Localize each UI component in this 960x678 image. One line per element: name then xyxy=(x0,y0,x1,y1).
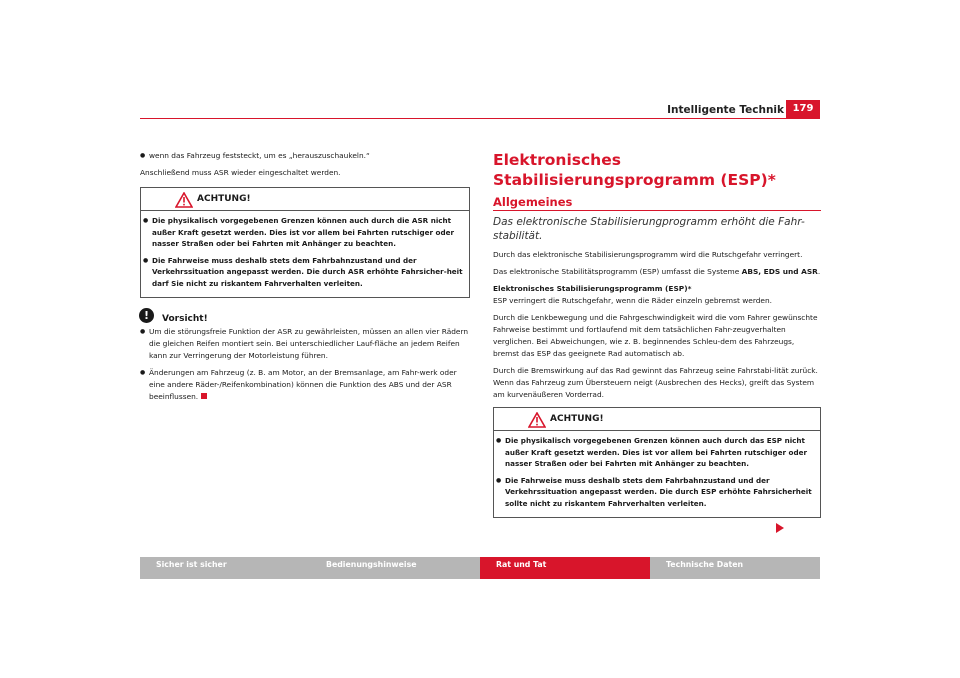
caution-icon: ! xyxy=(139,308,154,323)
paragraph: Anschließend muss ASR wieder eingeschaltet werden. xyxy=(140,168,341,177)
warning-body xyxy=(494,430,820,517)
continue-arrow-icon[interactable] xyxy=(776,523,784,533)
page-number: 179 xyxy=(786,100,820,118)
warning-bullet: ● Die physikalisch vorgegebenen Grenzen können auch durch das ESP nicht außer Kraft gesetzt werden. Dies ist vor allem bei Fahrten rutschiger oder nasser Straßen oder bei Fahrten mit Anhänger zu beachten. xyxy=(496,435,816,470)
subsection-title: Allgemeines xyxy=(493,195,573,209)
right-column xyxy=(493,150,821,528)
tab-sicher-ist-sicher[interactable]: Sicher ist sicher xyxy=(140,557,310,579)
paragraph xyxy=(493,266,821,278)
caution-bullet: ● Um die störungsfreie Funktion der ASR zu gewährleisten, müssen an allen vier Rädern die gleichen Reifen montiert sein. Bei unterschiedlicher Lauf-fläche an jedem Reifen kann zur Verringerung der Motorleistung führen. xyxy=(140,326,470,362)
paragraph: Durch die Lenkbewegung und die Fahrgeschwindigkeit wird die vom Fahrer gewünschte Fahrweise bestimmt und fortlaufend mit dem tatsächlichen Fahr-zeugverhalten verglichen. Bei Abweichungen, wie z. B. beginnendes Schleu-dem des Fahrzeugs, bremst das ESP das geeignete Rad automatisch ab. xyxy=(493,313,818,358)
paragraph-text: Das elektronische Stabilitätsprogramm (ESP) umfasst die Systeme xyxy=(493,267,742,276)
caution-bullet-text: Änderungen am Fahrzeug (z. B. am Motor, an der Bremsanlage, am Fahr-werk oder eine andere Räder-/Reifenkombination) können die Funktion des ABS und der ASR beeinflussen. xyxy=(149,368,457,401)
warning-header xyxy=(494,408,820,430)
warning-label: ACHTUNG! xyxy=(197,194,251,204)
tab-technische-daten[interactable]: Technische Daten xyxy=(650,557,820,579)
section-title: Elektronisches Stabilisierungsprogramm (ESP)* xyxy=(493,151,776,189)
warning-triangle-icon xyxy=(175,192,193,208)
warning-header xyxy=(141,188,469,210)
paragraph-bold: ABS, EDS und ASR xyxy=(741,267,818,276)
warning-bullet: ● Die Fahrweise muss deshalb stets dem Fahrbahnzustand und der Verkehrssituation angepasst werden. Die durch ASR erhöhte Fahrsicher-heit darf Sie nicht zu riskantem Fahrverhalten verleiten. xyxy=(143,255,465,290)
warning-bullet: ● Die Fahrweise muss deshalb stets dem Fahrbahnzustand und der Verkehrssituation angepasst werden. Die durch ESP erhöhte Fahrsicherheit sollte nicht zu riskantem Fahrverhalten verleiten. xyxy=(496,475,816,510)
paragraph-subhead: Elektronisches Stabilisierungsprogramm (ESP)* xyxy=(493,284,692,293)
caution-bullet xyxy=(140,367,470,403)
warning-bullet: ● Die physikalisch vorgegebenen Grenzen können auch durch die ASR nicht außer Kraft gesetzt werden. Dies ist vor allem bei Fahrten rutschiger oder nasser Straßen oder bei Fahrten mit Anhänger zu beachten. xyxy=(143,215,465,250)
warning-box xyxy=(493,407,821,518)
header-divider xyxy=(140,118,820,119)
header-title: Intelligente Technik xyxy=(667,104,784,116)
warning-label: ACHTUNG! xyxy=(550,414,604,424)
bullet-text: ● wenn das Fahrzeug feststeckt, um es „herauszuschaukeln.“ xyxy=(140,150,470,162)
warning-box xyxy=(140,187,470,298)
paragraph: Durch die Bremswirkung auf das Rad gewinnt das Fahrzeug seine Fahrstabi-lität zurück. Wenn das Fahrzeug zum Übersteuern neigt (Ausbrechen des Hecks), greift das System am kurvenäußeren Vorderrad. xyxy=(493,366,818,399)
tab-rat-und-tat[interactable]: Rat und Tat xyxy=(480,557,650,579)
paragraph: Durch das elektronische Stabilisierungsprogramm wird die Rutschgefahr verringert. xyxy=(493,250,803,259)
paragraph-text: . xyxy=(817,267,821,276)
footer-tabs xyxy=(140,557,820,579)
warning-body xyxy=(141,210,469,297)
paragraph: ESP verringert die Rutschgefahr, wenn die Räder einzeln gebremst werden. xyxy=(493,296,773,305)
caution-header xyxy=(140,308,470,326)
warning-triangle-icon xyxy=(528,412,546,428)
subsection-divider xyxy=(493,210,821,211)
lead-text: Das elektronische Stabilisierungprogramm erhöht die Fahr-stabilität. xyxy=(493,216,805,242)
tab-bedienungshinweise[interactable]: Bedienungshinweise xyxy=(310,557,480,579)
section-end-icon xyxy=(201,393,207,399)
left-column xyxy=(140,150,470,408)
caution-label: Vorsicht! xyxy=(162,314,208,324)
